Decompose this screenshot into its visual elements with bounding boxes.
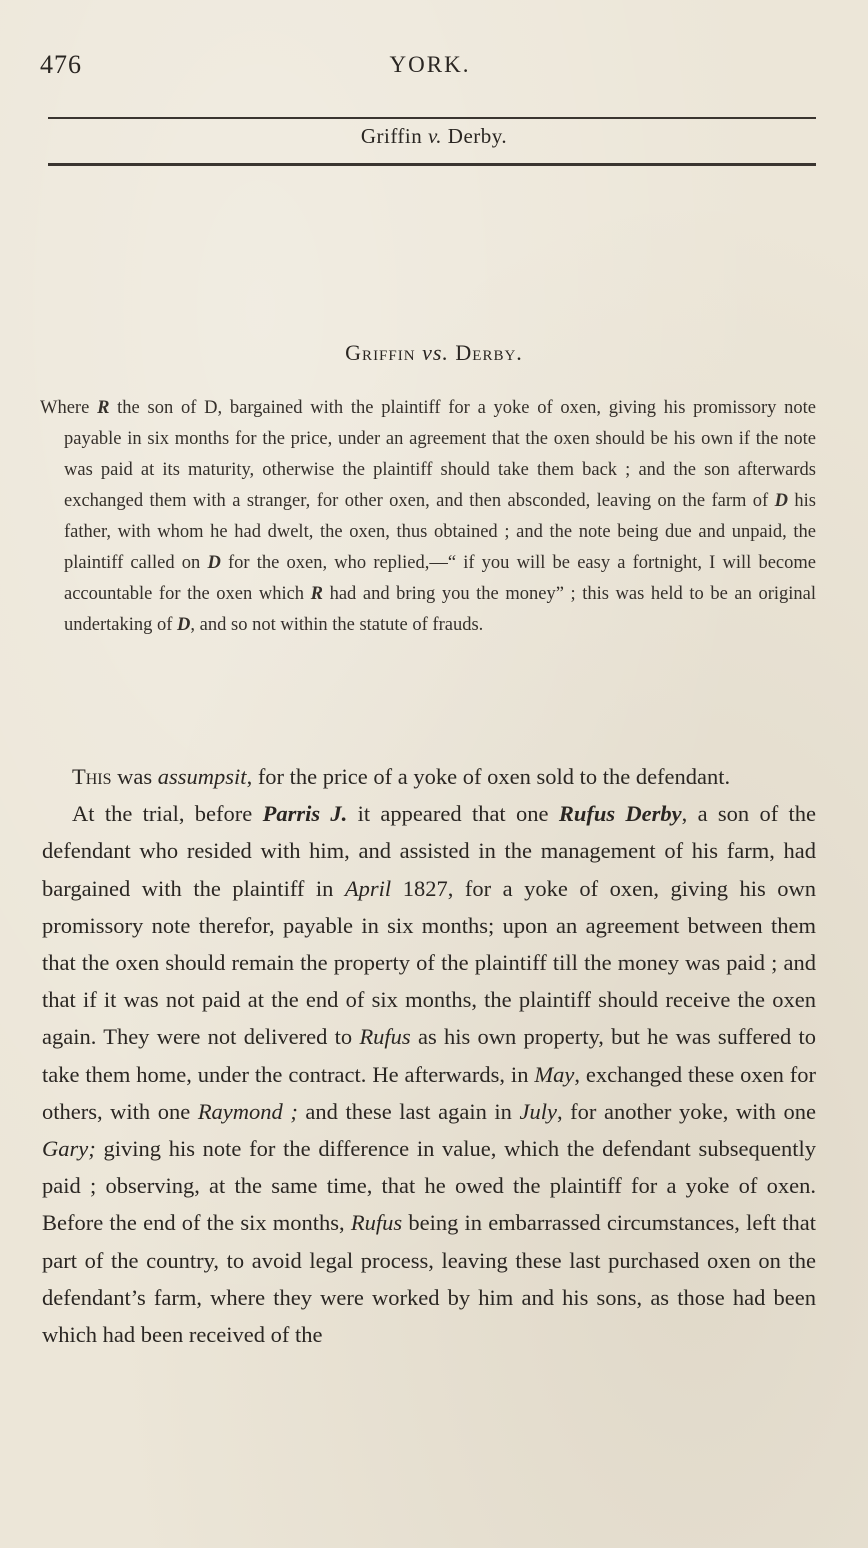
paragraph2-segment: 1827, for a yoke of oxen, giving his own promissory note therefor, payable in six months; upon an agreement between them that the oxen should remain the property of the plaintiff till the money was paid ; and that if it was not paid at the end of six months, the plaintiff should receive the oxen again. They were not delivered to — [42, 875, 816, 1050]
running-title: YORK. — [389, 52, 471, 77]
paragraph2-segment: , a son of the defendant who resided with him, and assisted in the management of his farm, had bargained with the plaintiff in — [42, 801, 817, 901]
headnote-segment: the son of D, bargained with the plaintiff for a yoke of oxen, giving his promissory note payable in six months for the price, under an agreement that the oxen should be his own if the note was paid at its maturity, otherwise the plaintiff should take them back ; and the son afterwards exchanged them with a stranger, for other oxen, and then absconded, leaving on the farm of — [64, 398, 817, 511]
paragraph2-segment: being in embarrassed circumstances, left that part of the country, to avoid legal process, leaving these last purchased oxen on the defendant’s farm, where they were worked by him and his sons, as those had been which had been received of the — [42, 1210, 816, 1348]
paragraph2-segment: Raymond ; — [197, 1098, 298, 1124]
paragraph2-segment: as his own property, but he was suffered to take them home, under the contract. He afterwards, in — [42, 1024, 816, 1087]
headnote-segment: for the oxen, who replied,—“ if you will be easy a fortnight, I will become accountable for the oxen which — [64, 553, 816, 604]
caption-versus: v. — [428, 124, 443, 148]
headnote — [40, 393, 816, 641]
case-title-plaintiff: Griffin — [345, 340, 416, 365]
paragraph2-segment: May — [534, 1061, 575, 1087]
case-title-defendant: Derby. — [455, 340, 523, 365]
headnote-segment: R — [97, 398, 110, 418]
paragraph2-segment: , for another yoke, with one — [556, 1098, 816, 1124]
paragraph2-segment: At the trial, before — [72, 801, 263, 827]
caption-plaintiff: Griffin — [360, 124, 423, 148]
headnote-segment: Where — [40, 398, 98, 418]
body-paragraph-2 — [42, 795, 816, 1353]
case-title-versus: vs. — [422, 340, 449, 365]
header-rule-top — [48, 117, 816, 119]
paragraph2-segment: Rufus Derby — [558, 801, 682, 827]
headnote-segment: , and so not within the statute of frauds. — [190, 615, 484, 635]
body-paragraph-1 — [42, 758, 816, 795]
paragraph1-segment: assumpsit — [157, 764, 247, 789]
header-rule-bottom — [48, 163, 816, 166]
running-head — [40, 50, 820, 86]
headnote-segment: had and bring you the money” ; this was held to be an original undertaking of — [64, 584, 816, 635]
paragraph2-segment: giving his note for the difference in value, which the defendant subsequently paid ; observing, at the same time, that he owed the plaintiff for a yoke of oxen. Before the end of the six months, — [42, 1136, 816, 1236]
paragraph2-segment: Parris J. — [262, 801, 348, 827]
paragraph1-segment: , for the price of a yoke of oxen sold to the defendant. — [246, 764, 731, 789]
caption-defendant: Derby. — [447, 124, 508, 148]
paragraph2-segment: and these last again in — [297, 1098, 520, 1124]
headnote-segment: R — [310, 584, 323, 604]
paragraph2-segment: it appeared that one — [347, 801, 559, 827]
paragraph2-segment: Gary; — [42, 1136, 96, 1162]
paragraph1-segment: This — [72, 764, 112, 789]
paragraph1-segment: was — [111, 764, 158, 789]
paragraph2-segment: Rufus — [359, 1024, 411, 1050]
case-title — [0, 340, 868, 366]
headnote-paragraph — [40, 393, 816, 641]
paragraph2-segment: July — [519, 1098, 557, 1124]
case-caption — [0, 124, 868, 149]
headnote-segment: D — [177, 615, 191, 635]
opinion-body — [42, 758, 816, 1353]
headnote-segment: his father, with whom he had dwelt, the oxen, thus obtained ; and the note being due and unpaid, the plaintiff called on — [64, 491, 817, 573]
paragraph2-segment: April — [344, 875, 392, 901]
headnote-segment: D — [774, 491, 788, 511]
page-number: 476 — [40, 50, 82, 79]
headnote-segment: D — [207, 553, 221, 573]
paragraph2-segment: Rufus — [350, 1210, 403, 1236]
paragraph2-segment: , exchanged these oxen for others, with one — [42, 1061, 816, 1124]
